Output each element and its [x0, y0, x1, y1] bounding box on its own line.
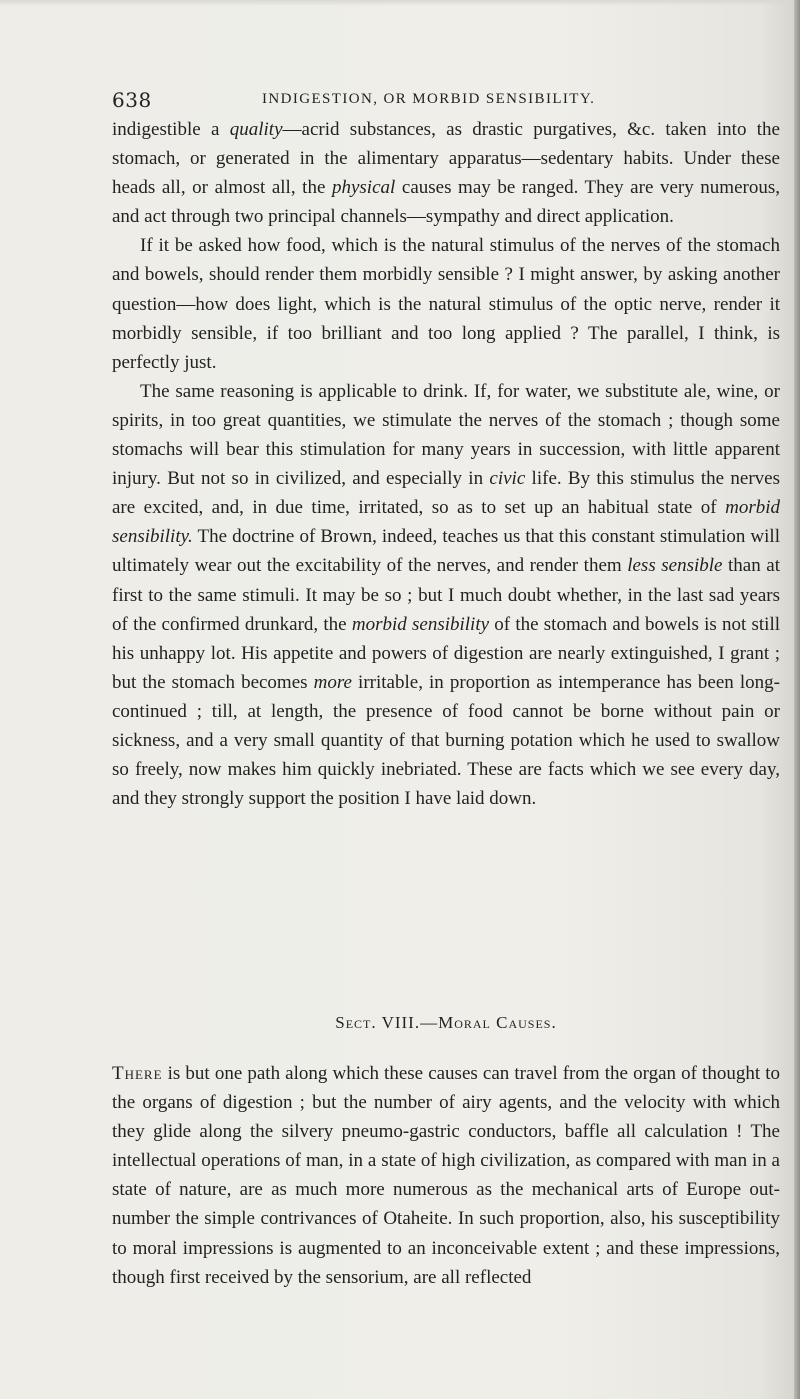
italic-phrase: morbid sensibility.	[112, 497, 780, 548]
page-header	[112, 88, 780, 112]
paragraph-4-body: is but one path along which these causes can travel from the organ of thought to the organs of digestion ; but the number of airy agents, and the velocity with which they glide along the silvery pneumo-gastric conductors, baffle all calculation ! The intellectual operations of man, in a state of high civilization, as compared with man in a state of nature, are as much more numerous as the mechanical arts of Europe out-number the simple contrivances of Otaheite. In such proportion, also, his susceptibility to moral impressions is augmented to an inconceivable extent ; and these impressions, though first received by the sensorium, are all reflected	[112, 1063, 780, 1288]
section-text	[112, 1059, 780, 1292]
page-number: 638	[112, 88, 152, 112]
section-heading	[112, 1013, 780, 1033]
lead-word: There	[112, 1063, 163, 1084]
page-top-shadow	[0, 0, 800, 6]
page-gutter-edge	[794, 0, 800, 1399]
italic-phrase: more	[313, 671, 352, 693]
section-title: Moral Causes.	[438, 1013, 557, 1032]
italic-phrase: morbid sensibility	[351, 613, 490, 635]
paragraph-4	[112, 1059, 780, 1292]
italic-phrase: less sensible	[627, 555, 723, 577]
italic-phrase: civic	[489, 468, 526, 490]
main-text	[112, 115, 780, 813]
paragraph-2: If it be asked how food, which is the natural stimulus of the nerves of the stomach and bowels, should render them morbidly sensible ? I might answer, by asking another question—how does light, which is the natural stimulus of the optic nerve, render it morbidly sensible, if too brilliant and too long applied ? The parallel, I think, is perfectly just.	[112, 235, 780, 373]
paragraph-1: indigestible a quality—acrid substances, as drastic purgatives, &c. taken into the stomach, or generated in the alimentary apparatus—sedentary habits. Under these heads all, or almost all, the physical causes may be ranged. They are very numerous, and act through two principal channels—sympathy and direct application.	[112, 119, 780, 228]
running-head: INDIGESTION, OR MORBID SENSIBILITY.	[262, 91, 596, 107]
section-number: Sect. VIII.—	[335, 1013, 439, 1032]
italic-phrase: physical	[331, 177, 396, 199]
italic-phrase: quality	[229, 119, 283, 140]
paragraph-3: The same reasoning is applicable to drink. If, for water, we substitute ale, wine, or spirits, in too great quantities, we stimulate the nerves of the stomach ; though some stomachs will bear this stimulation for many years in succession, with little apparent injury. But not so in civilized, and especially in civic life. By this stimulus the nerves are excited, and, in due time, irritated, so as to set up an habitual state of morbid sensibility. The doctrine of Brown, indeed, teaches us that this constant stimulation will ultimately wear out the excitability of the nerves, and render them less sensible than at first to the same stimuli. It may be so ; but I much doubt whether, in the last sad years of the confirmed drunkard, the morbid sensibility of the stomach and bowels is not still his unhappy lot. His appetite and powers of digestion are nearly extinguished, I grant ; but the stomach becomes more irritable, in proportion as intemperance has been long-continued ; till, at length, the presence of food cannot be borne without pain or sickness, and a very small quantity of that burning potation which he used to swallow so freely, now makes him quickly inebriated. These are facts which we see every day, and they strongly support the position I have laid down.	[112, 380, 781, 810]
